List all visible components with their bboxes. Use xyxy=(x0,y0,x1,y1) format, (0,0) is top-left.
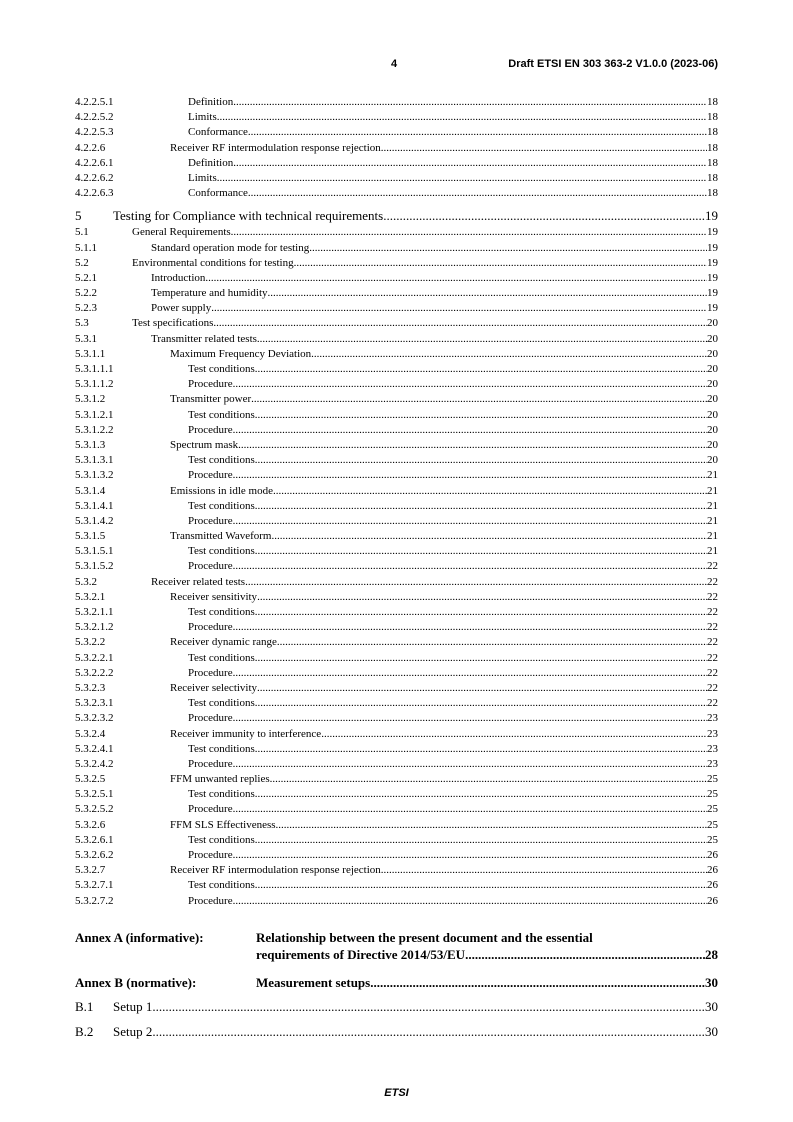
section-page: 18 xyxy=(707,141,718,154)
leader-dots xyxy=(251,392,707,407)
section-number: 5.3.2.7 xyxy=(75,864,106,877)
leader-dots xyxy=(270,772,707,787)
section-number: 5.3.1.5.1 xyxy=(75,545,114,558)
section-title: Procedure xyxy=(188,894,233,909)
section-title: Procedure xyxy=(188,620,233,635)
toc-entry[interactable] xyxy=(75,286,718,301)
toc-entry[interactable] xyxy=(75,453,718,468)
section-title: Procedure xyxy=(188,666,233,681)
section-number: 5.2.1 xyxy=(75,271,97,284)
leader-dots xyxy=(205,271,707,286)
section-number: 4.2.2.6.2 xyxy=(75,171,114,184)
toc-entry[interactable] xyxy=(75,514,718,529)
section-number: 5.3.2.5.2 xyxy=(75,803,114,816)
section-title: Testing for Compliance with technical requirements xyxy=(113,208,384,224)
section-title: Test conditions xyxy=(188,833,255,848)
toc-entry[interactable] xyxy=(75,408,718,423)
toc-entry[interactable] xyxy=(75,711,718,726)
section-title: Test conditions xyxy=(188,878,255,893)
section-page: 26 xyxy=(707,864,718,877)
section-title: Receiver related tests xyxy=(151,575,245,590)
section-title: Test conditions xyxy=(188,408,255,423)
section-number: 5.3.1.3 xyxy=(75,438,106,451)
section-number: 5.3.2.1 xyxy=(75,590,106,603)
leader-dots xyxy=(233,468,707,483)
section-title: Receiver dynamic range xyxy=(170,635,277,650)
section-page: 20 xyxy=(707,363,718,375)
toc-entry[interactable] xyxy=(75,347,718,362)
section-number: 5.3.1.1 xyxy=(75,347,106,360)
section-title: FFM SLS Effectiveness xyxy=(170,818,276,833)
section-number: 5.3.1.4.1 xyxy=(75,499,114,512)
toc-entry[interactable] xyxy=(75,878,718,893)
leader-dots xyxy=(273,484,707,499)
leader-dots xyxy=(255,696,707,711)
section-number: 5.3.2.2.1 xyxy=(75,651,114,664)
leader-dots xyxy=(268,286,707,301)
toc-entry[interactable] xyxy=(75,575,718,590)
toc-entry[interactable] xyxy=(75,529,718,544)
section-page: 22 xyxy=(707,590,718,603)
toc-entry[interactable] xyxy=(75,156,718,171)
table-of-contents xyxy=(75,95,718,909)
section-page: 19 xyxy=(707,302,718,315)
section-title: Transmitted Waveform xyxy=(170,529,271,544)
leader-dots xyxy=(233,711,707,726)
leader-dots xyxy=(381,863,707,878)
section-title: Introduction xyxy=(151,271,205,286)
section-title: Standard operation mode for testing xyxy=(151,241,309,256)
toc-entry[interactable] xyxy=(75,863,718,878)
toc-entry[interactable] xyxy=(75,544,718,559)
toc-entry[interactable] xyxy=(75,271,718,286)
toc-entry[interactable] xyxy=(75,362,718,377)
section-title: Emissions in idle mode xyxy=(170,484,273,499)
section-title: Test conditions xyxy=(188,544,255,559)
section-page: 25 xyxy=(707,773,718,786)
leader-dots xyxy=(231,225,707,240)
toc-entry[interactable] xyxy=(75,818,718,833)
section-page: 25 xyxy=(707,803,718,816)
leader-dots xyxy=(233,757,707,772)
section-title: Receiver sensitivity xyxy=(170,590,257,605)
toc-entry[interactable] xyxy=(75,186,718,201)
document-title: Draft ETSI EN 303 363-2 V1.0.0 (2023-06) xyxy=(508,58,718,70)
leader-dots xyxy=(248,125,707,140)
section-page: 18 xyxy=(707,126,718,139)
leader-dots xyxy=(152,999,705,1015)
section-title: Test conditions xyxy=(188,787,255,802)
section-title: Transmitter power xyxy=(170,392,251,407)
section-page: 23 xyxy=(707,727,718,740)
leader-dots xyxy=(381,141,707,156)
section-page: 20 xyxy=(707,332,718,345)
leader-dots xyxy=(257,332,707,347)
leader-dots xyxy=(255,453,707,468)
leader-dots xyxy=(233,377,707,392)
section-page: 20 xyxy=(707,347,718,360)
leader-dots xyxy=(277,635,707,650)
section-page: 19 xyxy=(707,287,718,300)
section-title: Procedure xyxy=(188,848,233,863)
section-number: B.1 xyxy=(75,999,94,1014)
section-page: 21 xyxy=(707,499,718,512)
annex-a-title-line1: Relationship between the present document and the essential xyxy=(256,930,593,945)
section-page: 19 xyxy=(707,271,718,284)
annex-b-page: 30 xyxy=(705,975,718,990)
section-number: 5.3.1.4 xyxy=(75,484,106,497)
section-page: 18 xyxy=(707,187,718,200)
toc-entry[interactable] xyxy=(75,316,718,331)
toc-entry[interactable] xyxy=(75,207,718,225)
toc-entry[interactable] xyxy=(75,256,718,271)
section-number: 5.3.2.1.1 xyxy=(75,606,114,618)
section-page: 19 xyxy=(707,226,718,239)
leader-dots xyxy=(257,590,707,605)
leader-dots xyxy=(255,544,707,559)
section-page: 19 xyxy=(707,241,718,254)
section-page: 20 xyxy=(707,393,718,406)
footer-etsi: ETSI xyxy=(384,1087,409,1099)
leader-dots xyxy=(213,316,707,331)
section-number: 5.3.2.4.2 xyxy=(75,757,114,770)
leader-dots xyxy=(233,620,707,635)
section-page: 18 xyxy=(707,171,718,184)
section-number: 5.3.2.6.1 xyxy=(75,833,114,846)
section-number: 5.3.2.2 xyxy=(75,636,106,649)
section-page: 25 xyxy=(707,818,718,831)
section-number: 5.3.2.1.2 xyxy=(75,621,114,634)
section-page: 23 xyxy=(707,712,718,725)
annex-b-label: Annex B (normative): xyxy=(75,975,197,990)
section-title: Test conditions xyxy=(188,499,255,514)
section-page: 25 xyxy=(707,833,718,846)
section-page: 20 xyxy=(707,438,718,451)
section-number: 5.3.2.3 xyxy=(75,681,106,694)
toc-entry[interactable] xyxy=(75,620,718,635)
leader-dots xyxy=(217,110,707,125)
section-title: Maximum Frequency Deviation xyxy=(170,347,311,362)
toc-entry[interactable] xyxy=(75,696,718,711)
toc-entry[interactable] xyxy=(75,332,718,347)
toc-entry[interactable] xyxy=(75,171,718,186)
section-title: Limits xyxy=(188,110,217,125)
section-number: 5.3.1.5 xyxy=(75,530,106,543)
toc-entry[interactable] xyxy=(75,301,718,316)
leader-dots xyxy=(233,514,707,529)
section-number: 4.2.2.5.3 xyxy=(75,126,114,139)
section-page: 21 xyxy=(707,530,718,543)
section-title: Definition xyxy=(188,156,233,171)
toc-entry[interactable] xyxy=(75,241,718,256)
toc-entry[interactable] xyxy=(75,787,718,802)
section-number: 5.3.1.2.2 xyxy=(75,423,114,436)
section-title: Procedure xyxy=(188,423,233,438)
section-number: 5.3.2.6.2 xyxy=(75,849,114,861)
section-title: Receiver RF intermodulation response rejection xyxy=(170,863,381,878)
section-page: 19 xyxy=(707,256,718,269)
section-number: 5.3.1.3.1 xyxy=(75,454,114,467)
toc-entry-b1[interactable] xyxy=(75,999,718,1015)
toc-entry[interactable] xyxy=(75,651,718,666)
section-title: Test conditions xyxy=(188,362,255,377)
section-page: 30 xyxy=(705,1024,718,1039)
toc-entry[interactable] xyxy=(75,141,718,156)
section-title: Definition xyxy=(188,95,233,110)
leader-dots xyxy=(255,742,707,757)
leader-dots xyxy=(276,818,707,833)
section-number: 5.3.2.7.2 xyxy=(75,894,114,907)
section-page: 26 xyxy=(707,849,718,861)
leader-dots xyxy=(383,207,705,225)
section-number: 5.3.2.3.1 xyxy=(75,697,114,710)
section-number: 5.3.2.4 xyxy=(75,727,106,740)
section-title: Temperature and humidity xyxy=(151,286,268,301)
toc-entry[interactable] xyxy=(75,666,718,681)
section-number: 5.3.1.1.1 xyxy=(75,363,114,375)
section-page: 22 xyxy=(707,636,718,649)
section-number: 4.2.2.6 xyxy=(75,141,106,154)
section-page: 20 xyxy=(707,408,718,421)
section-number: 5 xyxy=(75,208,82,224)
section-number: 5.1.1 xyxy=(75,241,97,254)
section-page: 22 xyxy=(707,575,718,588)
section-title: Test conditions xyxy=(188,742,255,757)
section-title: Test conditions xyxy=(188,651,255,666)
annex-a-title-line2: requirements of Directive 2014/53/EU xyxy=(256,947,466,962)
section-title: Test conditions xyxy=(188,605,255,620)
section-number: 5.3.1.1.2 xyxy=(75,378,114,391)
section-number: 5.1 xyxy=(75,226,89,239)
section-title: Procedure xyxy=(188,757,233,772)
leader-dots xyxy=(321,727,707,742)
leader-dots xyxy=(233,802,707,817)
section-title: Test conditions xyxy=(188,696,255,711)
section-number: 5.3.2 xyxy=(75,575,97,588)
section-page: 21 xyxy=(707,514,718,527)
section-page: 20 xyxy=(707,378,718,391)
toc-entry[interactable] xyxy=(75,757,718,772)
section-title: Procedure xyxy=(188,514,233,529)
leader-dots xyxy=(311,347,707,362)
section-title: General Requirements xyxy=(132,225,231,240)
section-number: 5.3.2.4.1 xyxy=(75,742,114,755)
toc-entry[interactable] xyxy=(75,484,718,499)
annex-b-title: Measurement setups xyxy=(256,975,371,990)
section-title: Transmitter related tests xyxy=(151,332,257,347)
section-title: Procedure xyxy=(188,377,233,392)
toc-entry[interactable] xyxy=(75,605,718,620)
toc-entry[interactable] xyxy=(75,635,718,650)
section-title: Environmental conditions for testing xyxy=(132,256,294,271)
leader-dots xyxy=(233,95,707,110)
toc-entry[interactable] xyxy=(75,802,718,817)
section-number: 5.3.1.4.2 xyxy=(75,514,114,527)
leader-dots xyxy=(294,256,707,271)
toc-entry[interactable] xyxy=(75,438,718,453)
toc-entry[interactable] xyxy=(75,742,718,757)
toc-entry[interactable] xyxy=(75,772,718,787)
toc-entry-b2[interactable] xyxy=(75,1024,718,1040)
section-title: Power supply xyxy=(151,301,211,316)
leader-dots xyxy=(217,171,707,186)
section-number: 4.2.2.6.1 xyxy=(75,156,114,169)
section-title: Procedure xyxy=(188,802,233,817)
leader-dots xyxy=(248,186,707,201)
section-page: 20 xyxy=(707,423,718,436)
section-page: 21 xyxy=(707,484,718,497)
toc-entry[interactable] xyxy=(75,894,718,909)
toc-entry[interactable] xyxy=(75,499,718,514)
section-number: 5.3.1.5.2 xyxy=(75,560,114,573)
leader-dots xyxy=(233,666,707,681)
section-title: Limits xyxy=(188,171,217,186)
leader-dots xyxy=(370,975,705,991)
section-page: 18 xyxy=(707,156,718,169)
leader-dots xyxy=(245,575,707,590)
leader-dots xyxy=(255,605,707,620)
leader-dots xyxy=(255,362,707,377)
leader-dots xyxy=(255,878,707,893)
section-number: 5.3.1.2 xyxy=(75,393,106,406)
section-page: 23 xyxy=(707,742,718,755)
section-number: 5.3.2.5.1 xyxy=(75,788,114,801)
toc-entry[interactable] xyxy=(75,848,718,863)
section-page: 22 xyxy=(707,560,718,573)
toc-entry[interactable] xyxy=(75,377,718,392)
section-number: 5.3.1.3.2 xyxy=(75,469,114,482)
section-page: 20 xyxy=(707,454,718,467)
toc-entry[interactable] xyxy=(75,559,718,574)
toc-entry[interactable] xyxy=(75,468,718,483)
toc-entry[interactable] xyxy=(75,727,718,742)
section-number: 5.3 xyxy=(75,317,89,330)
leader-dots xyxy=(255,833,707,848)
section-page: 20 xyxy=(707,317,718,330)
section-number: 5.2.3 xyxy=(75,302,97,315)
section-number: 5.3.2.7.1 xyxy=(75,879,114,892)
leader-dots xyxy=(309,241,707,256)
section-title: Conformance xyxy=(188,125,248,140)
leader-dots xyxy=(271,529,707,544)
section-title: FFM unwanted replies xyxy=(170,772,270,787)
leader-dots xyxy=(255,408,707,423)
section-page: 30 xyxy=(705,999,718,1014)
section-page: 26 xyxy=(707,894,718,907)
toc-entry[interactable] xyxy=(75,392,718,407)
leader-dots xyxy=(238,438,707,453)
leader-dots xyxy=(233,848,707,863)
section-number: 5.3.2.2.2 xyxy=(75,666,114,679)
section-page: 22 xyxy=(707,681,718,694)
section-page: 18 xyxy=(707,96,718,108)
toc-entry[interactable] xyxy=(75,225,718,240)
section-page: 22 xyxy=(707,651,718,664)
section-title: Conformance xyxy=(188,186,248,201)
section-title: Setup 2 xyxy=(113,1024,153,1039)
section-page: 22 xyxy=(707,606,718,618)
annex-a-label: Annex A (informative): xyxy=(75,930,204,945)
section-page: 22 xyxy=(707,621,718,634)
toc-entry[interactable] xyxy=(75,125,718,140)
section-page: 21 xyxy=(707,545,718,558)
section-page: 19 xyxy=(705,208,718,224)
section-title: Test conditions xyxy=(188,453,255,468)
section-number: 5.3.2.3.2 xyxy=(75,712,114,725)
section-title: Procedure xyxy=(188,711,233,726)
section-number: 4.2.2.5.2 xyxy=(75,111,114,124)
section-title: Test specifications xyxy=(132,316,213,331)
section-number: 5.3.2.6 xyxy=(75,818,106,831)
section-number: 4.2.2.5.1 xyxy=(75,96,114,108)
toc-entry[interactable] xyxy=(75,590,718,605)
section-number: 5.3.2.5 xyxy=(75,773,106,786)
section-page: 22 xyxy=(707,697,718,710)
leader-dots xyxy=(255,787,707,802)
section-number: B.2 xyxy=(75,1024,94,1039)
leader-dots xyxy=(233,156,707,171)
section-title: Procedure xyxy=(188,559,233,574)
section-page: 21 xyxy=(707,469,718,482)
leader-dots xyxy=(255,499,707,514)
section-number: 5.3.1 xyxy=(75,332,97,345)
section-title: Procedure xyxy=(188,468,233,483)
leader-dots xyxy=(255,651,707,666)
leader-dots xyxy=(233,559,707,574)
toc-entry[interactable] xyxy=(75,95,718,110)
toc-entry[interactable] xyxy=(75,423,718,438)
leader-dots xyxy=(465,947,705,963)
leader-dots xyxy=(233,423,707,438)
page-number: 4 xyxy=(391,58,398,70)
section-title: Receiver selectivity xyxy=(170,681,257,696)
section-page: 26 xyxy=(707,879,718,892)
section-number: 5.2 xyxy=(75,256,89,269)
section-page: 18 xyxy=(707,111,718,124)
leader-dots xyxy=(257,681,707,696)
section-title: Receiver RF intermodulation response rejection xyxy=(170,141,381,156)
section-number: 5.3.1.2.1 xyxy=(75,408,114,421)
leader-dots xyxy=(233,894,707,909)
leader-dots xyxy=(211,301,707,316)
toc-entry[interactable] xyxy=(75,833,718,848)
section-title: Spectrum mask xyxy=(170,438,238,453)
annex-a-page: 28 xyxy=(705,947,718,962)
section-number: 5.2.2 xyxy=(75,287,97,300)
section-title: Setup 1 xyxy=(113,999,153,1014)
section-page: 25 xyxy=(707,788,718,801)
section-page: 22 xyxy=(707,666,718,679)
toc-entry[interactable] xyxy=(75,681,718,696)
section-title: Receiver immunity to interference xyxy=(170,727,321,742)
leader-dots xyxy=(152,1024,705,1040)
section-number: 4.2.2.6.3 xyxy=(75,187,114,200)
toc-entry[interactable] xyxy=(75,110,718,125)
section-page: 23 xyxy=(707,757,718,770)
